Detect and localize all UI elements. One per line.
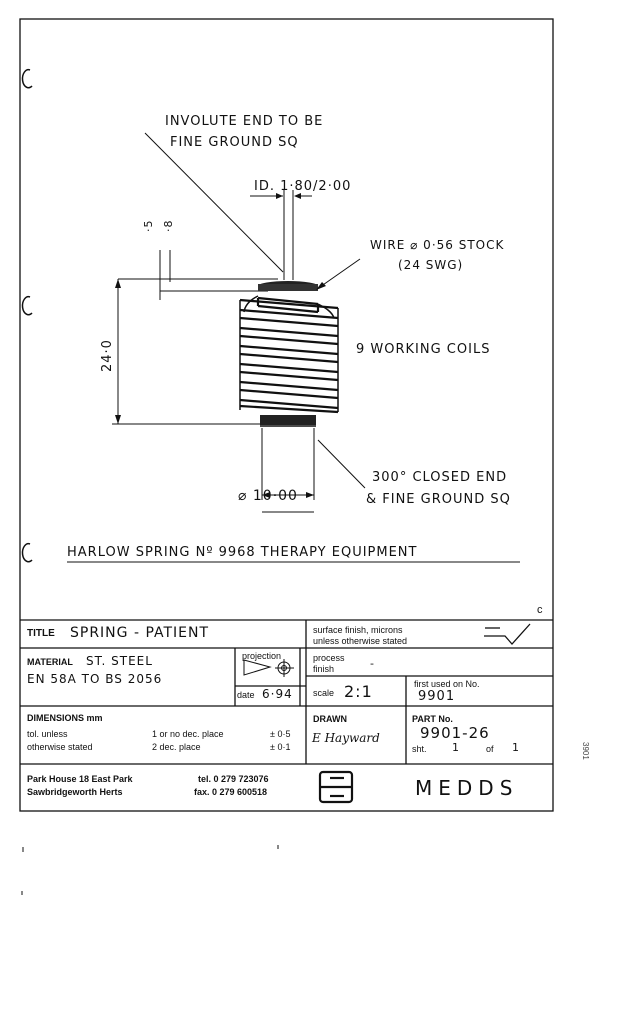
involute-leader bbox=[145, 133, 283, 272]
tol-line1-mid: 1 or no dec. place bbox=[152, 729, 224, 739]
spring-drawing bbox=[240, 281, 338, 426]
surface-finish-label-1: surface finish, microns bbox=[313, 625, 403, 635]
tol-line1-left: tol. unless bbox=[27, 729, 68, 739]
surface-finish-label-2: unless otherwise stated bbox=[313, 636, 408, 646]
material-label: MATERIAL bbox=[27, 657, 73, 667]
process-label-2: finish bbox=[313, 664, 335, 674]
note-involute-line1: INVOLUTE END TO BE bbox=[165, 114, 324, 129]
tel-line: tel. 0 279 723076 bbox=[198, 774, 269, 784]
note-closed-end-line1: 300° CLOSED END bbox=[372, 470, 508, 485]
first-used-label: first used on No. bbox=[414, 679, 480, 689]
scale-value: 2:1 bbox=[344, 682, 373, 701]
dim-top-2: ·8 bbox=[162, 219, 175, 232]
part-no-value: 9901-26 bbox=[420, 724, 490, 742]
side-mark: 3901 bbox=[581, 742, 590, 760]
note-wire-line1: WIRE ⌀ 0·56 STOCK bbox=[370, 238, 505, 252]
projection-symbol bbox=[244, 659, 294, 677]
sheet-label: sht. bbox=[412, 744, 427, 754]
surface-finish-symbol bbox=[484, 624, 530, 644]
title-label: TITLE bbox=[27, 628, 55, 639]
date-label: date bbox=[237, 690, 255, 700]
dim-outer-diameter: ⌀ 10·00 bbox=[238, 488, 298, 504]
address-line1: Park House 18 East Park bbox=[27, 774, 133, 784]
part-no-label: PART No. bbox=[412, 714, 453, 724]
drawn-label: DRAWN bbox=[313, 714, 347, 724]
fax-line: fax. 0 279 600518 bbox=[194, 787, 268, 797]
sheet-value: 1 bbox=[452, 741, 460, 754]
date-value: 6·94 bbox=[262, 687, 293, 701]
address-line2: Sawbridgeworth Herts bbox=[27, 787, 123, 797]
tol-line2-left: otherwise stated bbox=[27, 742, 93, 752]
projection-label: projection bbox=[242, 651, 282, 661]
note-working-coils: 9 WORKING COILS bbox=[356, 342, 491, 357]
tol-line2-mid: 2 dec. place bbox=[152, 742, 201, 752]
tol-line1-right: ± 0·5 bbox=[270, 729, 291, 739]
note-closed-end-line2: & FINE GROUND SQ bbox=[366, 492, 511, 507]
title-value: SPRING - PATIENT bbox=[70, 625, 210, 641]
dim-top-1: ·5 bbox=[142, 219, 155, 232]
note-involute-line2: FINE GROUND SQ bbox=[170, 135, 299, 150]
drawing-caption: HARLOW SPRING Nº 9968 THERAPY EQUIPMENT bbox=[67, 545, 418, 560]
first-used-value: 9901 bbox=[418, 689, 456, 704]
medds-logo bbox=[320, 772, 352, 802]
punch-hole-bottom bbox=[22, 544, 32, 562]
process-value: - bbox=[370, 657, 375, 670]
process-label-1: process bbox=[313, 653, 345, 663]
note-wire-line2: (24 SWG) bbox=[398, 258, 464, 272]
company-name: MEDDS bbox=[415, 776, 519, 800]
of-label: of bbox=[486, 744, 494, 754]
punch-hole-top bbox=[22, 70, 32, 88]
scale-label: scale bbox=[313, 688, 335, 698]
dim-free-length: 24·0 bbox=[100, 339, 115, 372]
drawn-signature: E Hayward bbox=[312, 731, 380, 745]
corner-mark: c bbox=[537, 604, 543, 616]
tol-line2-right: ± 0·1 bbox=[270, 742, 291, 752]
of-value: 1 bbox=[512, 741, 520, 754]
punch-hole-middle bbox=[22, 297, 32, 315]
dimensions-label: DIMENSIONS mm bbox=[27, 713, 103, 723]
material-value-2: EN 58A TO BS 2056 bbox=[27, 672, 163, 686]
dim-inner-diameter: ID. 1·80/2·00 bbox=[254, 179, 352, 194]
material-value-1: ST. STEEL bbox=[86, 654, 153, 668]
